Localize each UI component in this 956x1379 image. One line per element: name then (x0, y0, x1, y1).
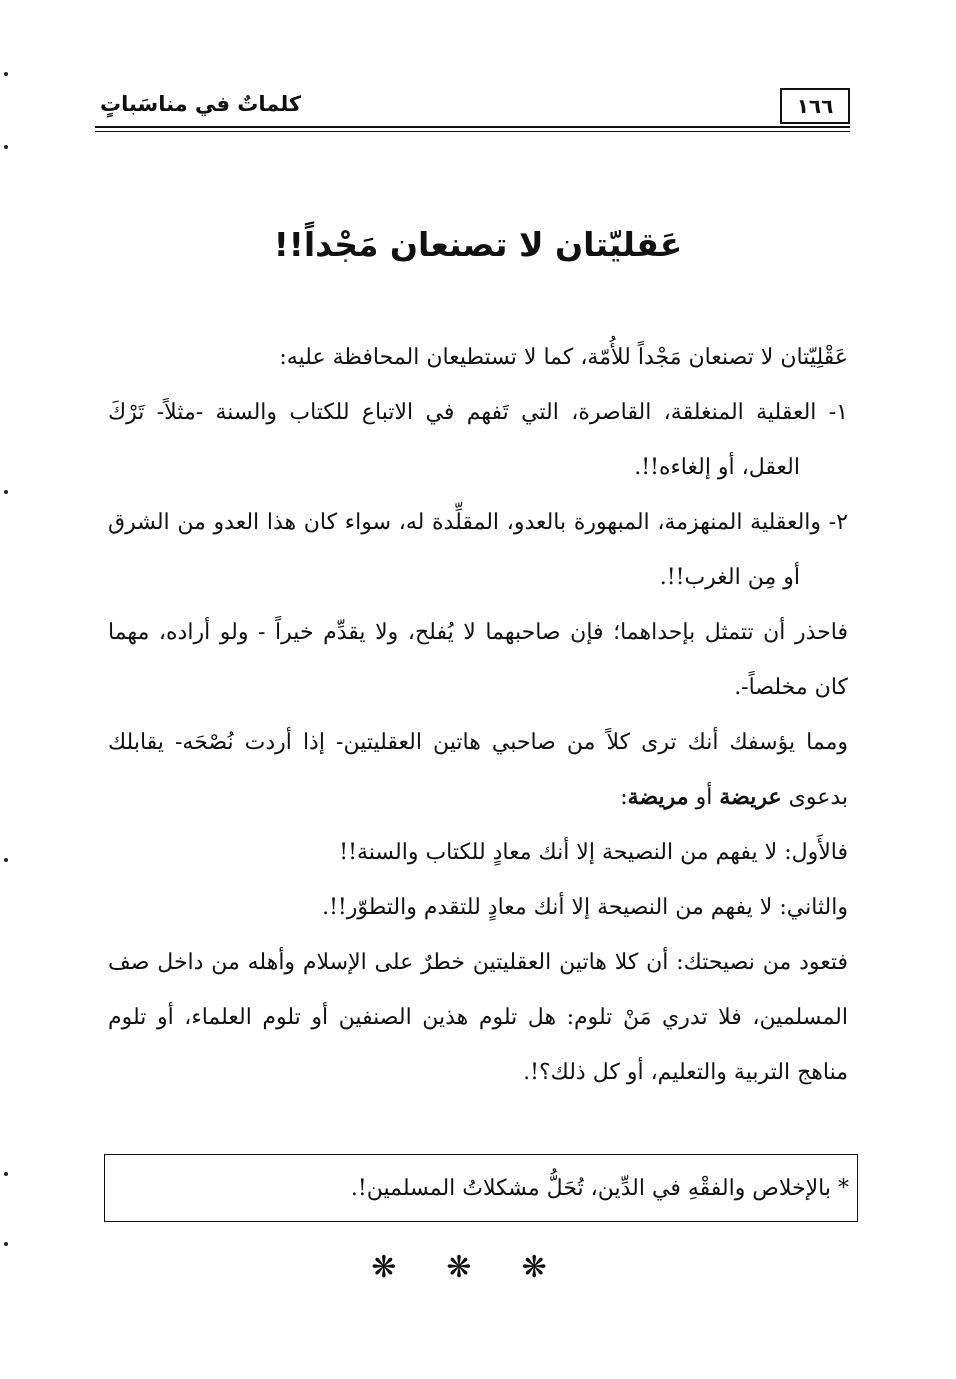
ornament-row (0, 1250, 956, 1285)
ornament-icon: ❋ (521, 1250, 585, 1285)
ornament-icon: ❋ (446, 1250, 510, 1285)
paragraph-conclusion: فتعود من نصيحتك: أن كلا هاتين العقليتين خطرٌ على الإسلام وأهله من داخل صف المسلمين، فلا تدري مَنْ تلوم: هل تلوم هذين الصنفين أو تلوم العلماء، أو تلوم مناهج التربية والتعليم، أو كل ذلك؟!. (108, 950, 848, 1085)
regret-colon: : (620, 785, 628, 810)
scan-mark (4, 145, 8, 149)
book-title: كلماتٌ في مناسَباتٍ (100, 92, 302, 116)
regret-text: ومما يؤسفك أنك ترى كلاً من صاحبي هاتين العقليتين- إذا أردت نُصْحَه- يقابلك بدعوى (108, 730, 848, 810)
scan-mark (4, 1242, 8, 1246)
paragraph-regret (108, 715, 848, 825)
regret-or: أو (695, 785, 713, 810)
ornament-icon: ❋ (371, 1250, 435, 1285)
paragraph-first: فالأَول: لا يفهم من النصيحة إلا أنك معادٍ للكتاب والسنة!! (339, 840, 848, 865)
page-header (95, 88, 850, 130)
scan-mark (4, 858, 8, 862)
paragraph-second: والثاني: لا يفهم من النصيحة إلا أنك معادٍ للتقدم والتطوّر!!. (322, 895, 848, 920)
scan-mark (4, 72, 8, 76)
regret-bold-2: مريضة (627, 784, 689, 810)
page-number: ١٦٦ (780, 88, 850, 124)
paragraph-point-2: ٢- والعقلية المنهزمة، المبهورة بالعدو، المقلِّدة له، سواء كان هذا العدو من الشرق أو مِن الغرب!!. (108, 510, 848, 590)
header-rule-thin (95, 131, 850, 132)
regret-bold-1: عريضة (719, 784, 782, 810)
scan-mark (4, 1172, 8, 1176)
note-text: * بالإخلاص والفقْهِ في الدِّين، تُحَلُّ مشكلاتُ المسلمين!. (350, 1175, 849, 1201)
paragraph-warning: فاحذر أن تتمثل بإحداهما؛ فإن صاحبهما لا يُفلح، ولا يقدِّم خيراً - ولو أراده، مهما كان مخلصاً-. (108, 620, 848, 700)
paragraph-point-1: ١- العقلية المنغلقة، القاصرة، التي تَفهم في الاتباع للكتاب والسنة -مثلاً- تَرْكَ العقل، أو إلغاءه!!. (108, 400, 848, 480)
scan-mark (4, 490, 8, 494)
body-text (108, 330, 848, 1100)
chapter-title: عَقليّتان لا تصنعان مَجْداً!! (273, 225, 683, 264)
paragraph-intro: عَقْلِيّتان لا تصنعان مَجْداً للأُمّة، كما لا تستطيعان المحافظة عليه: (279, 345, 848, 370)
note-box (104, 1154, 858, 1222)
header-rule (95, 126, 850, 128)
